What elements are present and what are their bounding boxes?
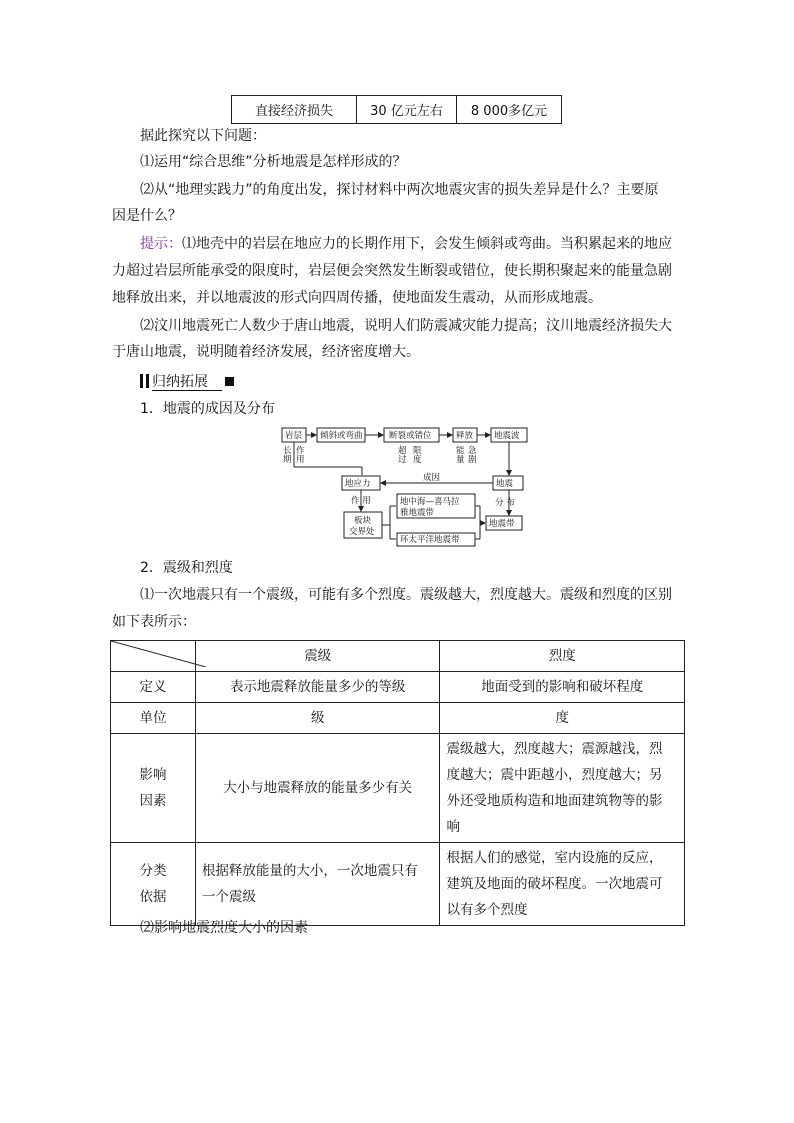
svg-text:作: 作 [296,446,305,456]
svg-text:量: 量 [456,455,465,465]
table-corner-cell [111,641,196,672]
svg-text:板块: 板块 [354,516,372,526]
label-stress: 地应力 [345,479,371,489]
svg-text:期: 期 [283,455,292,465]
label-tilt: 倾斜或弯曲 [320,431,363,441]
question-2-line-1: ⑵从“地理实践力”的角度出发，探讨材料中两次地震灾害的损失差异是什么？主要原 [140,182,659,198]
loss-label: 直接经济损失 [232,96,357,124]
intro-text: 据此探究以下问题： [140,128,266,144]
unit-intensity: 度 [440,703,685,734]
svg-text:限: 限 [413,446,422,456]
header-intensity: 烈度 [440,641,685,672]
hint-line-5: 于唐山地震，说明随着经济发展，经济密度增大。 [112,344,420,360]
unit-magnitude: 级 [195,703,440,734]
class-intensity: 根据人们的感觉，室内设施的反应， 建筑及地面的破坏程度。一次地震可 以有多个烈度 [440,843,685,926]
label-wave: 地震波 [494,431,520,441]
earthquake-cause-diagram [280,425,530,547]
hint-line-2: 力超过岩层所能承受的限度时，岩层便会突然发生断裂或错位，使长期积聚起来的能量急剧 [112,263,672,279]
label-release: 释放 [456,431,474,441]
svg-text:度: 度 [413,455,422,465]
row-label-unit: 单位 [111,703,196,734]
svg-text:地中海—喜马拉: 地中海—喜马拉 [400,497,460,507]
section-heading [140,371,234,391]
definition-intensity: 地面受到的影响和破坏程度 [440,672,685,703]
influence-intensity: 震级越大，烈度越大；震源越浅，烈 度越大；震中距越小，烈度越大；另 外还受地质构造和地面建筑物等的影 响 [440,734,685,843]
row-label-class: 分类 依据 [111,843,196,926]
loss-value-2: 8 000多亿元 [457,96,562,124]
label-cause: 成因 [423,473,441,483]
svg-text:长: 长 [283,446,292,456]
label-rock: 岩层 [285,431,303,441]
definition-magnitude: 表示地震释放能量多少的等级 [195,672,440,703]
label-quake: 地震 [496,479,514,489]
label-dist: 分 布 [495,498,515,508]
hint-line-4: ⑵汶川地震死亡人数少于唐山地震，说明人们防震减灾能力提高；汶川地震经济损失大 [140,318,672,334]
loss-value-1: 30 亿元左右 [357,96,457,124]
svg-text:超: 超 [398,446,407,456]
question-1: ⑴运用“综合思维”分析地震是怎样形成的？ [140,154,407,170]
row-label-definition: 定义 [111,672,196,703]
section-2-para-2: ⑵影响地震烈度大小的因素 [140,920,308,936]
section-2-para-1b: 如下表所示： [112,614,196,630]
label-act2: 作 用 [351,496,371,506]
question-2-line-2: 因是什么？ [112,208,182,224]
section-1-title: 1．地震的成因及分布 [140,401,275,417]
loss-table [231,95,562,124]
svg-text:过: 过 [398,455,407,465]
section-2-title: 2．震级和烈度 [140,560,233,576]
section-heading-text: 归纳拓展 [152,374,222,391]
svg-text:用: 用 [296,455,305,465]
hint-text-1: ⑴地壳中的岩层在地应力的长期作用下，会发生倾斜或弯曲。当积累起来的地应 [182,236,672,252]
label-fault: 断裂或错位 [389,431,432,441]
section-2-para-1a: ⑴一次地震只有一个震级，可能有多个烈度。震级越大，烈度越大。震级和烈度的区别 [140,587,672,603]
influence-magnitude: 大小与地震释放的能量多少有关 [195,734,440,843]
header-magnitude: 震级 [195,641,440,672]
diagonal-line-icon [111,641,206,667]
svg-text:剧: 剧 [468,455,477,465]
hint-label: 提示： [140,236,182,252]
svg-text:急: 急 [468,446,477,456]
hint-line-3: 地释放出来，并以地震波的形式向四周传播，使地面发生震动，从而形成地震。 [112,290,602,306]
magnitude-intensity-table [110,640,685,926]
svg-text:环太平洋地震带: 环太平洋地震带 [400,535,460,545]
row-label-influence: 影响 因素 [111,734,196,843]
svg-text:能: 能 [456,446,465,456]
svg-text:交界处: 交界处 [349,527,375,537]
class-magnitude: 根据释放能量的大小，一次地震只有 一个震级 [195,843,440,926]
hint-line-1 [140,234,715,254]
svg-text:雅地震带: 雅地震带 [400,508,435,518]
label-belt: 地震带 [489,519,515,529]
